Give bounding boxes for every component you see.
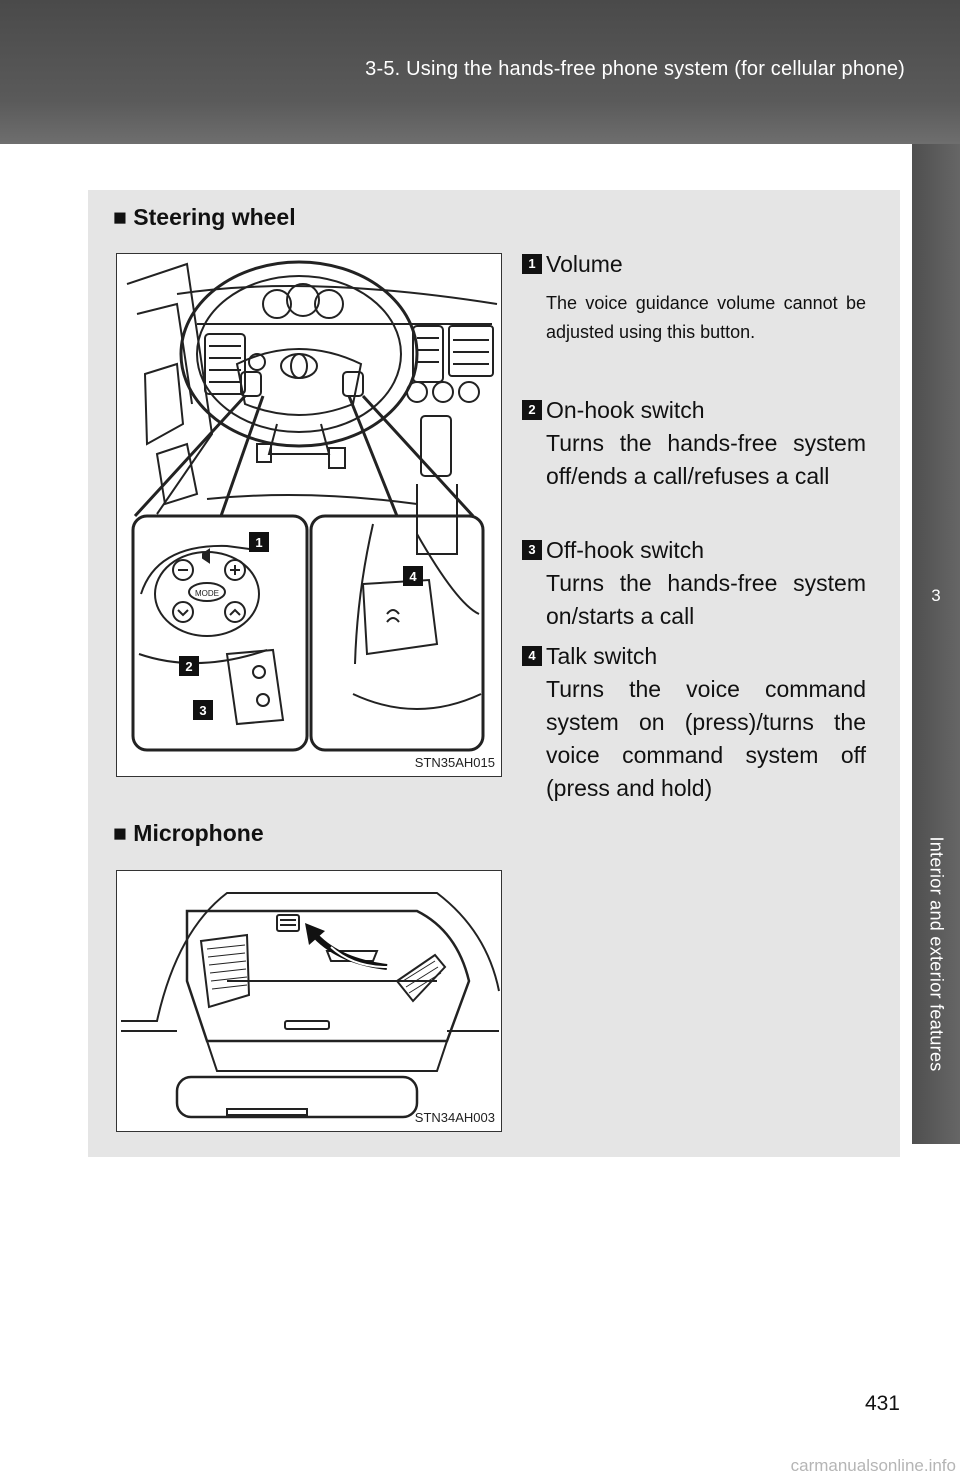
steering-wheel-illustration [116,253,502,777]
section-title: 3-5. Using the hands-free phone system (for cellular phone) [365,58,905,80]
callout-4: 4 [409,569,417,584]
callout-1: 1 [255,535,263,550]
mode-label: MODE [195,589,219,598]
item-title: Off-hook switch [546,537,705,563]
footer-watermark: carmanualsonline.info [790,1456,956,1475]
item-description: The voice guidance volume cannot be adjusted using this button. [546,293,866,342]
microphone-heading: ■ Microphone [113,820,264,846]
item-description: Turns the hands-free system on/starts a call [546,570,866,629]
page-header [0,0,960,144]
item-title: Talk switch [546,643,658,669]
steering-wheel-heading: ■ Steering wheel [113,204,296,230]
callout-3: 3 [199,703,207,718]
steering-wheel-drawing [117,254,501,776]
item-number-badge: 4 [522,646,542,666]
item-number-badge: 1 [522,254,542,274]
item-description: Turns the hands-free system off/ends a call/refuses a call [546,430,866,489]
figure-code-microphone: STN34AH003 [414,1110,495,1125]
item-number-badge: 3 [522,540,542,560]
item-off-hook-switch [522,534,866,633]
callout-2: 2 [185,659,193,674]
item-title: Volume [546,251,623,277]
item-title: On-hook switch [546,397,705,423]
chapter-label: Interior and exterior features [926,836,947,1072]
microphone-drawing [117,871,501,1131]
microphone-illustration [116,870,502,1132]
item-talk-switch [522,640,866,805]
item-volume [522,248,866,347]
page-number: 431 [864,1392,900,1415]
chapter-tab [912,144,960,1144]
figure-code-steering: STN35AH015 [414,755,495,770]
chapter-number: 3 [931,586,941,605]
item-description: Turns the voice command system on (press)/turns the voice command system off (press and hold) [546,676,866,801]
item-number-badge: 2 [522,400,542,420]
item-on-hook-switch [522,394,866,493]
